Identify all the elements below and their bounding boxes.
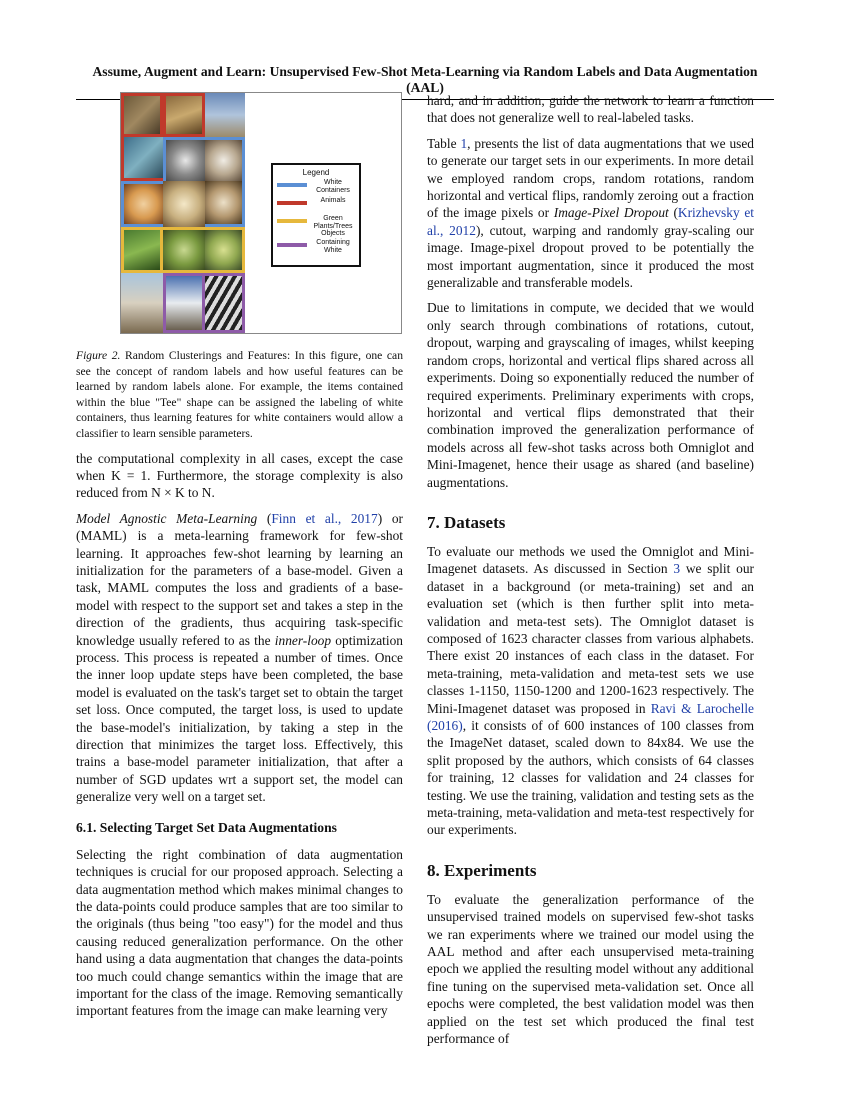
caption-label: Figure 2.	[76, 349, 121, 362]
photo-tile	[205, 181, 245, 227]
left-column	[76, 92, 403, 1028]
text: Table	[427, 135, 461, 151]
text: , presents the list of data augmentations that we used to generate our target sets in our experiments. In more detail we employed random crops, random rotations, random horizontal and vertical flips, randomly zeroing out a fraction of the image pixels or	[427, 135, 754, 221]
photo-tile	[121, 137, 163, 181]
paragraph: Table 1, presents the list of data augmentations that we used to generate our target sets in our experiments. In more detail we employed random crops, random rotations, random horizontal and vertical flips, randomly zeroing out a fraction of the image pixels or Image-Pixel Dropout (Krizhevsky et al., 2012), cutout, warping and randomly gray-scaling our image. Image-pixel dropout proved to be potentially the most important augmentation, since it produced the most generalizable and transferable models.	[427, 135, 754, 291]
legend-swatch	[277, 183, 307, 187]
legend-label: Green Plants/Trees Objects	[313, 215, 353, 237]
legend-item	[273, 197, 359, 215]
section-heading-8: 8. Experiments	[427, 860, 537, 880]
paragraph: To evaluate the generalization performance of the unsupervised trained models on supervised few-shot tasks we ran experiments where we trained our model using the AAL method and after each unsupervised meta-training epoch we applied the resulting model without any additional fine tuning on the supervised meta-validation set. Once all epochs were completed, the best validation model was then applied on the test set which produced the final test performance of	[427, 891, 754, 1047]
paragraph: Selecting the right combination of data augmentation techniques is crucial for our proposed approach. Selecting a data augmentation method which makes minimal changes to the data-points could produce samples that are too similar to the originals (thus being "too easy") for the model and thus causing reduced generalization performance. On the other hand using a data augmentation that changes the data-points too much could change semantics within the image that are important for the class of the image. Removing semantically important features from the image can make learning very	[76, 846, 403, 1019]
photo-tile	[163, 227, 205, 273]
legend-swatch	[277, 201, 307, 205]
photo-tile	[205, 227, 245, 273]
paragraph: hard, and in addition, guide the network to learn a function that does not generalize well to real-labeled tasks.	[427, 93, 754, 126]
paragraph-maml: Model Agnostic Meta-Learning (Finn et al., 2017) or (MAML) is a meta-learning framework for few-shot learning. It approaches few-shot learning by learning an initialization for the parameters of a base-model. Given a task, MAML computes the loss and gradients of a base-model with respect to the support set and takes a step in the direction of the gradients, thus acquiring task-specific knowledge usually refered to as the inner-loop optimization process. This process is repeated a number of times. Once the inner loop update steps have been completed, the base model is evaluated on the task's target set to obtain the target set loss. Once computed, the target loss, is used to update the base-model's initialization, by taking a step in the direction that minimizes the target loss. Effectively, this trains a base-model parameter initialization, that after a number of SGD updates wrt a support set, the model can generalize very well on a target set.	[76, 510, 403, 805]
legend-swatch	[277, 219, 307, 223]
photo-tile	[205, 93, 245, 137]
figure-random-clusterings	[120, 92, 402, 334]
citation-link[interactable]: Krizhevsky et al., 2012	[427, 205, 754, 238]
running-header: Assume, Augment and Learn: Unsupervised Few-Shot Meta-Learning via Random Labels and Data Augmentation (AAL)	[76, 64, 774, 100]
text: ), cutout, warping and randomly gray-scaling our image. Image-pixel dropout proved to be potentially the most important augmentation, since it produced the most generalizable and transferable models.	[427, 222, 754, 291]
legend-item	[273, 215, 359, 239]
term-image-pixel-dropout: Image-Pixel Dropout	[553, 205, 669, 221]
legend-label: White Containers	[316, 179, 350, 194]
section-heading-7: 7. Datasets	[427, 512, 506, 532]
legend-label: Containing White	[316, 239, 350, 254]
text: or (MAML) is a meta-learning framework for few-shot learning. It approaches few-shot learning by learning an initialization for the parameters of a base-model. Given a task, MAML computes the loss and gradients of a base-model with respect to the support set and takes a step in the direction of the gradients, thus acquiring task-specific knowledge usually refered to as the	[76, 510, 403, 648]
photo-tile	[163, 137, 205, 181]
section-heading-6-1: 6.1. Selecting Target Set Data Augmentations	[76, 819, 337, 835]
citation-link[interactable]: Ravi & Larochelle (2016)	[427, 700, 754, 733]
section-ref-link[interactable]: 3	[673, 561, 681, 577]
photo-tile	[163, 93, 205, 137]
photo-tile	[205, 137, 245, 181]
figure-legend	[271, 163, 361, 267]
caption-text: Random Clusterings and Features: In this figure, one can see the concept of random labels and how useful features can be learned by random labels alone. For example, the items contained within the blue "Tee" shape can be assigned the labeling of white containers, thus learning features for white containers would allow a classifier to learn sensible parameters.	[76, 349, 403, 440]
text: , it consists of of 600 instances of 100 classes from the ImageNet dataset, scaled down to 84x84. We use the split proposed by the authors, which consists of 64 classes for training, 12 classes for validation and 24 classes for testing. We use the training, validation and testing sets as the meta-training, meta-validation and meta-test respectively for our experiments.	[427, 718, 754, 838]
photo-tile	[121, 181, 163, 227]
paragraph: the computational complexity in all cases, except the case when K = 1. Furthermore, the storage complexity is also reduced from N × K to N.	[76, 450, 403, 501]
citation-link[interactable]: Finn et al., 2017	[271, 510, 378, 526]
term-maml: Model Agnostic Meta-Learning	[76, 510, 258, 526]
text: we split our dataset in a background (or meta-training) set and an evaluation set (which is then further split into meta-validation and meta-test sets). The Omniglot dataset is composed of 1623 character classes from various alphabets. There exist 20 instances of each class in the dataset. For meta-training, meta-validation and meta-test sets we use classes 1-1150, 1150-1200 and 1200-1623 respectively. The Mini-Imagenet dataset was proposed in	[427, 561, 754, 716]
photo-tile	[163, 181, 205, 227]
legend-title: Legend	[302, 168, 330, 177]
figure-caption	[76, 348, 403, 442]
legend-item	[273, 239, 359, 257]
table-ref-link[interactable]: 1	[460, 135, 468, 151]
text: optimization process. This process is repeated a number of times. Once the inner loop update steps have been completed, the base model is evaluated on the task's target set to obtain the target set loss. Once computed, the target loss, is used to update the base-model's initialization, by taking a step in the direction that minimizes the target loss. Effectively, this trains a base-model parameter initialization, that after a number of SGD updates wrt a support set, the model can generalize very well on a target set.	[76, 632, 403, 805]
right-column	[427, 92, 754, 1056]
photo-tile	[121, 93, 163, 137]
term-inner-loop: inner-loop	[274, 632, 332, 648]
legend-swatch	[277, 243, 307, 247]
legend-item	[273, 179, 359, 197]
paragraph	[427, 543, 754, 839]
text: To evaluate our methods we used the Omniglot and Mini-Imagenet datasets. As discussed in Section	[427, 543, 754, 577]
photo-tile	[121, 273, 163, 333]
photo-tile	[121, 227, 163, 273]
photo-tile	[163, 273, 205, 333]
legend-label: Animals	[320, 197, 346, 204]
photo-tile	[205, 273, 245, 333]
paragraph: Due to limitations in compute, we decided that we would only search through combinations of rotations, cutout, dropout, warping and grayscaling of images, whilst keeping random crops, horizontal and vertical flips shared across all experiments. Doing so exponentially reduced the number of required experiments. Preliminary experiments with crops, horizontal and vertical flips demonstrated that their combination improved the generalization performance of models across all few-shot tasks across both Omniglot and Mini-Imagenet, hence their usage as shared (and baseline) augmentations.	[427, 300, 754, 490]
